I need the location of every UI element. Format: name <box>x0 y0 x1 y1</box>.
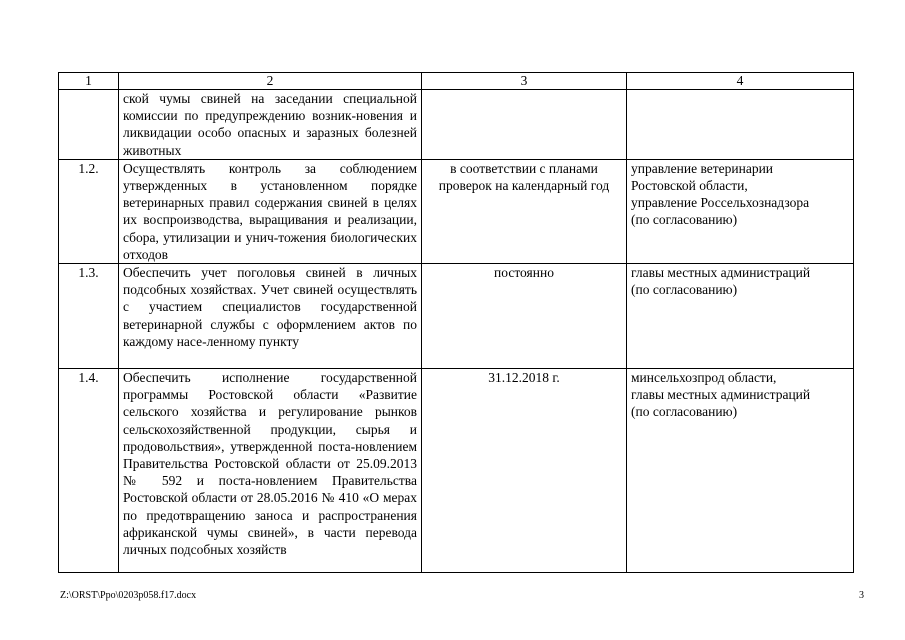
table-header-row <box>59 73 854 90</box>
item-number: 1.3. <box>59 264 119 369</box>
column-header: 2 <box>119 73 422 90</box>
column-header: 1 <box>59 73 119 90</box>
table-row <box>59 369 854 573</box>
responsible: управление ветеринарии Ростовской области, управление Россельхознадзора (по согласованию) <box>627 159 854 263</box>
item-number: 1.2. <box>59 159 119 263</box>
deadline <box>422 90 627 160</box>
responsible: главы местных администраций (по согласованию) <box>627 264 854 369</box>
measure-text: Обеспечить исполнение государственной программы Ростовской области «Развитие сельского хозяйства и регулирование рынков сельскохозяйственной продукции, сырья и продовольствия», утвержденной поста-новлением Правительства Ростовской области от 25.09.2013 № 592 и поста-новлением Правительства Ростовской области от 28.05.2016 № 410 «О мерах по предотвращению заноса и распространения африканской чумы свиней», в части перевода личных подсобных хозяйств <box>119 369 422 573</box>
deadline: постоянно <box>422 264 627 369</box>
item-number: 1.4. <box>59 369 119 573</box>
page-number: 3 <box>859 590 864 601</box>
measure-text: ской чумы свиней на заседании специальной комиссии по предупреждению возник-новения и ликвидации особо опасных и заразных болезней животных <box>119 90 422 160</box>
item-number <box>59 90 119 160</box>
footer-file-path: Z:\ORST\Ppo\0203p058.f17.docx <box>60 590 197 601</box>
plan-table <box>58 72 854 573</box>
responsible <box>627 90 854 160</box>
measure-text: Обеспечить учет поголовья свиней в личных подсобных хозяйствах. Учет свиней осуществлять с участием специалистов государственной ветеринарной службы с оформлением актов по каждому насе-ленному пункту <box>119 264 422 369</box>
measure-text: Осуществлять контроль за соблюдением утвержденных в установленном порядке ветеринарных правил содержания свиней в целях их воспроизводства, выращивания и реализации, сбора, утилизации и унич-тожения биологических отходов <box>119 159 422 263</box>
responsible: минсельхозпрод области, главы местных администраций (по согласованию) <box>627 369 854 573</box>
column-header: 3 <box>422 73 627 90</box>
table-row <box>59 264 854 369</box>
column-header: 4 <box>627 73 854 90</box>
deadline: в соответствии с планами проверок на календарный год <box>422 159 627 263</box>
deadline: 31.12.2018 г. <box>422 369 627 573</box>
table-row <box>59 159 854 263</box>
table-row <box>59 90 854 160</box>
